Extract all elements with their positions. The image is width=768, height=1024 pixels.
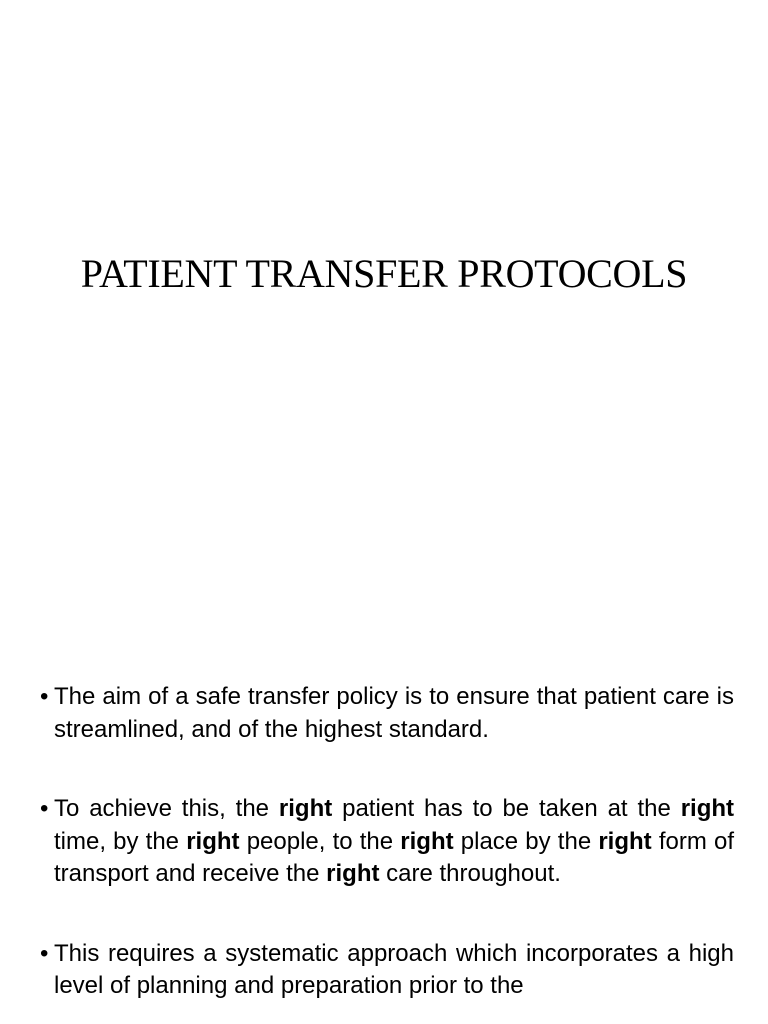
emphasis-right: right (400, 827, 454, 855)
bullet-text-segment: care throughout. (379, 860, 561, 887)
emphasis-right: right (278, 795, 333, 822)
bullet-item-systematic-approach (40, 938, 734, 1003)
bullet-text-segment: form of transport and receive the (54, 827, 734, 887)
bullet-item-aim (40, 681, 734, 746)
bullet-text-segment: people, to the (239, 827, 401, 855)
emphasis-right: right (598, 827, 652, 855)
bullet-text: This requires a systematic approach which incorporates a high level of planning and preparation prior to the (54, 939, 734, 999)
emphasis-right: right (186, 827, 240, 855)
bullet-marker-icon: • (40, 683, 49, 710)
bullet-text-segment: To achieve this, the (54, 795, 279, 822)
emphasis-right: right (326, 860, 380, 887)
bullet-marker-icon: • (40, 795, 49, 822)
bullet-text: The aim of a safe transfer policy is to ensure that patient care is streamlined, and of the highest standard. (54, 683, 734, 743)
bullet-text-segment: place by the (453, 827, 599, 855)
bullet-text-segment: time, by the (54, 827, 187, 855)
bullet-text-segment: patient has to be taken at the (332, 795, 681, 822)
slide-title: PATIENT TRANSFER PROTOCOLS (80, 251, 688, 296)
emphasis-right: right (680, 795, 735, 822)
bullet-item-right-patient (40, 793, 734, 891)
bullet-list (40, 681, 734, 1024)
bullet-marker-icon: • (40, 939, 49, 967)
